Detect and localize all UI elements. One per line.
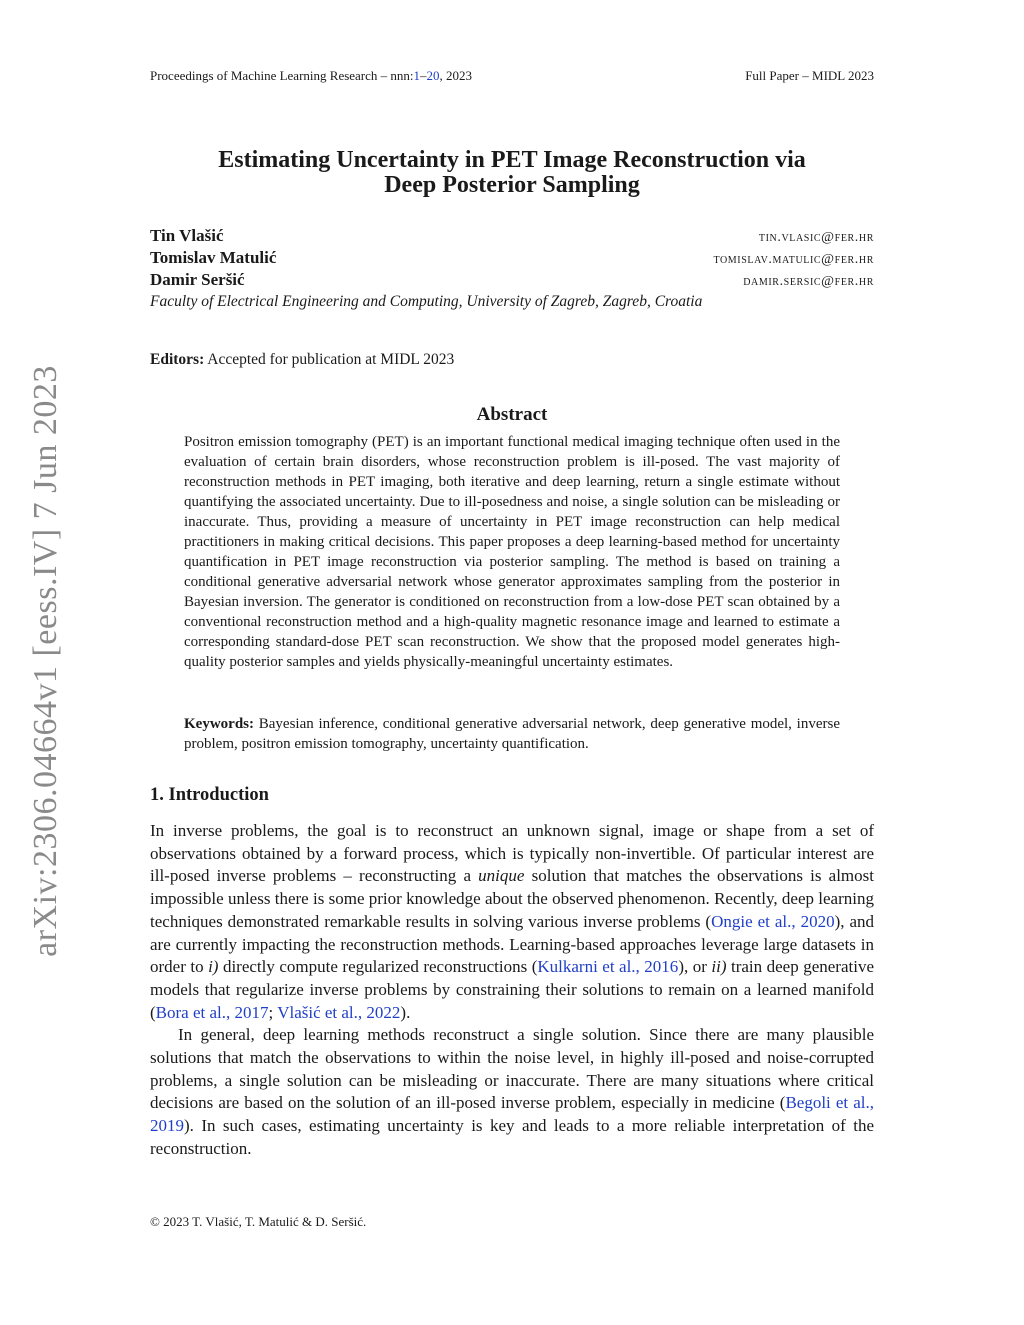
author-row	[150, 226, 874, 248]
introduction-body	[150, 820, 874, 1161]
author-name: Damir Seršić	[150, 270, 245, 289]
keywords: Keywords: Bayesian inference, conditional generative adversarial network, deep generative model, inverse problem, positron emission tomography, uncertainty quantification.	[184, 716, 840, 752]
citation-link[interactable]: Vlašić et al., 2022	[277, 1002, 401, 1022]
author-email[interactable]: damir.sersic@fer.hr	[743, 274, 874, 289]
abstract-heading: Abstract	[476, 404, 548, 425]
author-row	[150, 270, 874, 292]
paragraph: In general, deep learning methods reconstruct a single solution. Since there are many plausible solutions that match the observations to within the noise level, in highly ill-posed and noise-corrupted problems, a single solution can be misleading or inaccurate. There are many situations where critical decisions are based on the solution of an ill-posed inverse problem, especially in medicine (Begoli et al., 2019). In such cases, estimating uncertainty is key and leads to a more reliable interpretation of the reconstruction.	[150, 1025, 874, 1158]
author-name: Tin Vlašić	[150, 226, 224, 245]
author-row	[150, 248, 874, 270]
editors-note: Editors: Accepted for publication at MIDL 2023	[150, 351, 455, 368]
header-left: Proceedings of Machine Learning Research – nnn:1–20, 2023	[150, 68, 473, 83]
author-name: Tomislav Matulić	[150, 248, 277, 267]
citation-link[interactable]: Ongie et al., 2020	[711, 911, 835, 931]
author-email[interactable]: tomislav.matulic@fer.hr	[713, 252, 874, 267]
citation-link[interactable]: Begoli et al., 2019	[150, 1093, 874, 1136]
section-heading-introduction: 1. Introduction	[150, 785, 269, 805]
author-block	[150, 226, 874, 311]
copyright-notice: © 2023 T. Vlašić, T. Matulić & D. Seršić.	[150, 1214, 367, 1229]
author-email[interactable]: tin.vlasic@fer.hr	[758, 230, 874, 245]
affiliation: Faculty of Electrical Engineering and Computing, University of Zagreb, Zagreb, Croatia	[150, 293, 703, 310]
citation-link[interactable]: Bora et al., 2017	[155, 1002, 269, 1022]
citation-link[interactable]: Kulkarni et al., 2016	[537, 957, 679, 977]
paper-title: Estimating Uncertainty in PET Image Reconstruction via Deep Posterior Sampling	[218, 147, 806, 198]
arxiv-identifier: arXiv:2306.04664v1 [eess.IV] 7 Jun 2023	[27, 365, 64, 957]
header-right: Full Paper – MIDL 2023	[745, 68, 874, 83]
running-header	[150, 68, 874, 84]
arxiv-sidebar	[22, 366, 70, 956]
abstract-text: Positron emission tomography (PET) is an important functional medical imaging technique often used in the evaluation of certain brain disorders, whose reconstruction problem is ill-posed. The vast majority of reconstruction methods in PET imaging, both iterative and deep learning, return a single estimate without quantifying the associated uncertainty. Due to ill-posedness and noise, a single solution can be misleading or inaccurate. Thus, providing a measure of uncertainty in PET image reconstruction can help medical practitioners in making critical decisions. This paper proposes a deep learning-based method for uncertainty quantification in PET image reconstruction via posterior sampling. The method is based on training a conditional generative adversarial network whose generator approximates sampling from the posterior in Bayesian inversion. The generator is conditioned on reconstruction from a low-dose PET scan obtained by a conventional reconstruction method and a high-quality magnetic resonance image and learned to estimate a corresponding standard-dose PET scan reconstruction. We show that the proposed model generates high-quality posterior samples and yields physically-meaningful uncertainty estimates.	[184, 434, 840, 670]
paragraph: In inverse problems, the goal is to reconstruct an unknown signal, image or shape from a set of observations obtained by a forward process, which is typically non-invertible. Of particular interest are ill-posed inverse problems – reconstructing a unique solution that matches the observations is almost impossible unless there is some prior knowledge about the observed phenomenon. Recently, deep learning techniques demonstrated remarkable results in solving various inverse problems (Ongie et al., 2020), and are currently impacting the reconstruction methods. Learning-based approaches leverage large datasets in order to i) directly compute regularized reconstructions (Kulkarni et al., 2016), or ii) train deep generative models that regularize inverse problems by constraining their solutions to remain on a learned manifold (Bora et al., 2017; Vlašić et al., 2022).	[150, 821, 874, 1022]
page-start-link[interactable]: 1	[413, 68, 421, 83]
page-end-link[interactable]: 20	[426, 68, 440, 83]
